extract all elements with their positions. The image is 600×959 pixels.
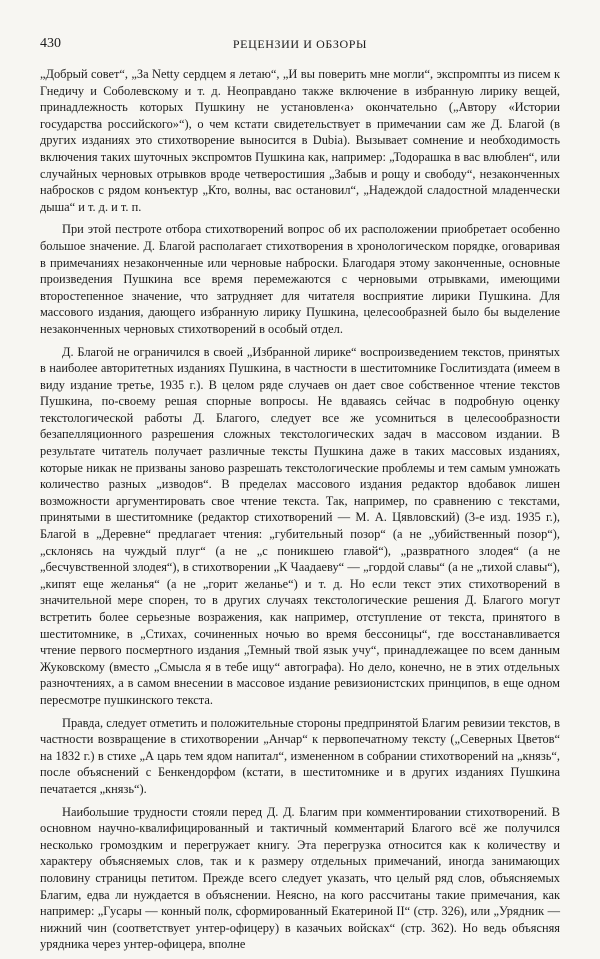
paragraph-selection-order: При этой пестроте отбора стихотворений вопрос об их расположении приобретает особенно большое значение. Д. Благой располагает стихотворения в хронологическом порядке, оговаривая в примечаниях незаконченные или черновые наброски. Благодаря этому законченные, основные произведения Пушкина все время перемежаются с черновыми отрывками, имеющими второстепенное значение, что затрудняет для читателя восприятие лирики Пушкина. Для массового издания, дающего избранную лирику Пушкина, целесообразней было бы выделение незаконченных черновых стихотворений в особый отдел. bbox=[40, 222, 560, 336]
page-number: 430 bbox=[40, 36, 61, 51]
paragraph-positive-sides: Правда, следует отметить и положительные стороны предпринятой Благим ревизии текстов, в частности возвращение в стихотворении „Анчар“ к первопечатному тексту („Северных Цветов“ на 1832 г.) в стихе „А царь тем ядом напитал“, измененном в собрании стихотворений на „князь“, после объяснений с Бенкендорфом (кстати, в шеститомнике и в других изданиях Пушкина печатается „князь“). bbox=[40, 715, 560, 796]
paragraph-textology: Д. Благой не ограничился в своей „Избранной лирике“ воспроизведением текстов, принятых в наиболее авторитетных изданиях Пушкина, в частности в шеститомнике Гослитиздата (имеем в виду издание третье, 1935 г.). В целом ряде случаев он дает свое собственное чтение текстов Пушкина, по-своему решая спорные вопросы. Не вдаваясь сейчас в подробную оценку текстологической работы Д. Благого, следует все же усомниться в целесообразности безапелляционного разрешения сложных текстологических задач в массовом издании. В результате читатель получает различные тексты Пушкина даже в таких массовых изданиях, которые никак не призваны заново разрешать текстологические проблемы и тем самым умножать количество разных „изводов“. В пределах массового издания редактор вдобавок лишен возможности аргументировать свое чтение текста. Так, например, по сравнению с текстами, принятыми в шеститомнике (редактор стихотворений — М. А. Цявловский) (3-е изд. 1935 г.), Благой в „Деревне“ предлагает чтения: „губительный позор“ (а не „убийственный позор“), „склонясь на чуждый плуг“ (а не „с поникшею главой“), „развратного злодея“ (а не „бесчувственной злодея“), в стихотворении „К Чаадаеву“ — „гордой славы“ (а не „тихой славы“), „кипят еще желанья“ (а не „горит желанье“) и т. д. Но если текст этих стихотворений в значительной мере спорен, то в других случаях текстологические решения Д. Благого могут встретить более серьезные возражения, как например, отступление от текста, принятого в шеститомнике, в „Стихах, сочиненных ночью во время бессоницы“, где восстанавливается чтение первого посмертного издания „Темный твой язык учу“, принадлежащее по всем данным Жуковскому (вместо „Смысла я в тебе ищу“ автографа). Но дело, конечно, не в этих отдельных разночтениях, а в самом внесении в массовое издание ревизионистских принципов, в еще одном пересмотре пушкинского текста. bbox=[40, 344, 560, 707]
paragraph-continuation: „Добрый совет“, „За Netty сердцем я летаю“, „И вы поверить мне могли“, экспромпты из писем к Гнедичу и Соболевскому и т. д. Неоправдано также включение в избранную лирику вещей, принадлежность которых Пушкину не установлен‹а› окончательно („Автору «Истории государства российского»“), о чем кстати свидетельствует в примечании сам же Д. Благой (в других изданиях это стихотворение выносится в Dubia). Вызывает сомнение и необходимость включения таких шуточных экспромтов Пушкина как, например: „Тодорашка в вас влюблен“, или случайных черновых отрывков вроде четверостишия „Забыв и рощу и свободу“, незаконченных набросков с рядом конъектур „Кто, волны, вас остановил“, „Надеждой сладостной младенчески дыша“ и т. д. и т. п. bbox=[40, 67, 560, 214]
page-header bbox=[40, 36, 560, 56]
running-title: РЕЦЕНЗИИ И ОБЗОРЫ bbox=[232, 37, 368, 51]
paragraph-commentary: Наибольшие трудности стояли перед Д. Д. Благим при комментировании стихотворений. В основном научно-квалифицированный и тактичный комментарий Благого всё же получился несколько громоздким и перегружает книгу. Эта перегрузка относится как к количеству и характеру объясняемых слов, так и к размеру отдельных примечаний, иногда занимающих половину страницы петитом. Прежде всего следует указать, что целый ряд слов, объясняемых Благим, едва ли нуждается в объяснении. Неясно, на кого рассчитаны такие примечания, как например: „Гусары — конный полк, сформированный Екатериной II“ (стр. 326), или „Урядник — нижний чин (соответствует унтер-офицеру) в казачьих войсках“ (стр. 362). Но ведь объясняя урядника через унтер-офицера, вполне bbox=[40, 804, 560, 952]
article-body bbox=[40, 66, 560, 959]
